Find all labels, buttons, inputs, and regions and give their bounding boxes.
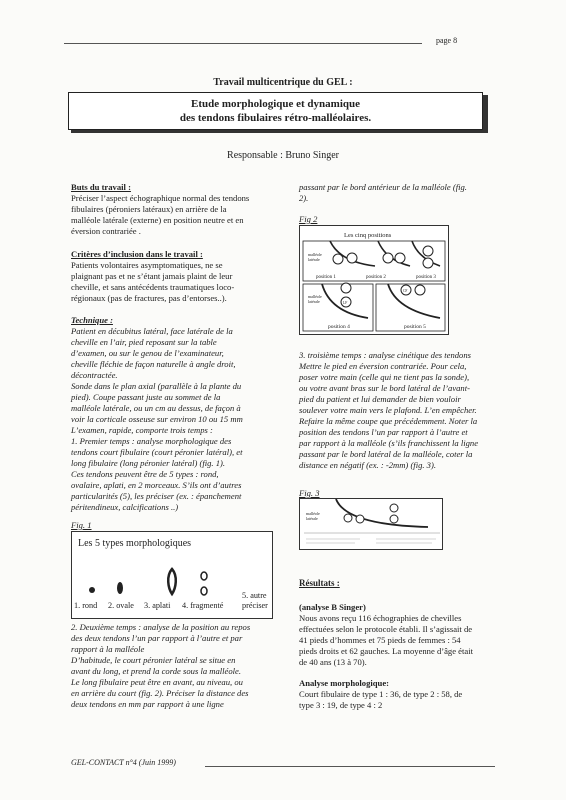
title-kicker: Travail multicentrique du GEL : — [213, 77, 353, 88]
criteres-line: régionaux (pas de fractures, pas d’entorses..). — [71, 293, 227, 303]
shape-oval — [117, 582, 123, 594]
third-step-line: ou votre avant bras sur le bord latéral de l’avant- — [299, 383, 470, 393]
second-step-line: Le long fibulaire peut être en avant, au niveau, ou — [71, 677, 243, 687]
technique-line: malléole latérale, ou un cm au dessus, de façon à — [71, 403, 241, 413]
morpho-line: Court fibulaire de type 1 : 36, de type 2 : 58, de — [299, 689, 463, 699]
criteres-heading: Critères d’inclusion dans le travail : — [71, 249, 203, 259]
criteres-line: cheville, et sans antécédents traumatiques loco- — [71, 282, 235, 292]
analyse-line: 41 pieds d’hommes et 75 pieds de femmes : 54 — [299, 635, 461, 645]
fig2-drawing — [300, 226, 448, 334]
tendon-circle — [423, 246, 433, 256]
tendon-circle — [415, 285, 425, 295]
fig1-label-3: 3. aplati — [144, 601, 171, 610]
figure-2 — [299, 225, 449, 335]
footer-label: GEL-CONTACT n°4 (Juin 1999) — [71, 758, 176, 767]
analyse-heading: (analyse B Singer) — [299, 602, 366, 612]
fig3-side-label-b: latérale — [306, 516, 318, 521]
fig2-position-3: position 3 — [416, 275, 436, 280]
fig1-label-5a: 5. autre — [242, 591, 267, 600]
fig2-tendon-cf: CF — [403, 289, 408, 293]
technique-line: Sonde dans le plan axial (parallèle à la plante du — [71, 381, 242, 391]
fig1-label-1: 1. rond — [74, 601, 98, 610]
buts-line: éversion contrariée . — [71, 226, 141, 236]
fig2-position-4: position 4 — [328, 324, 350, 330]
fig1-title: Les 5 types morphologiques — [78, 538, 192, 549]
technique-line: L’examen, rapide, comporte trois temps : — [71, 425, 213, 435]
analyse-line: Nous avons reçu 116 échographies de chevilles — [299, 613, 462, 623]
second-step-line: rapport à la malléole — [71, 644, 145, 654]
fig1-label-4: 4. fragmenté — [182, 601, 224, 610]
criteres-line: plaignant pas et ne s’étant jamais plaint de leur — [71, 271, 233, 281]
fig2-side-label-4b: latérale — [308, 299, 320, 304]
fig2-side-label-a: malléole — [308, 252, 322, 257]
fig1-drawing — [72, 532, 272, 618]
tendon-circle — [333, 254, 343, 264]
title-line-2: des tendons fibulaires rétro-malléolaires. — [179, 112, 372, 124]
technique-line: cheville fléchie de façon naturelle à angle droit, — [71, 359, 236, 369]
fig2-position-1: position 1 — [316, 275, 336, 280]
fig3-malleolus-arc — [336, 499, 428, 527]
shape-round — [89, 587, 95, 593]
tendon-circle — [383, 253, 393, 263]
third-step-line: 3. troisième temps : analyse cinétique des tendons — [299, 350, 471, 360]
technique-line: Ces tendons peuvent être de 5 types : rond, — [71, 469, 219, 479]
technique-line: péritendineux, calcifications ..) — [71, 502, 179, 512]
tendon-circle — [341, 283, 351, 293]
third-step-line: par rapport à la malléole (s’ils franchissent la ligne — [299, 438, 479, 448]
title-box — [68, 92, 483, 130]
technique-line: cheville en l’air, pied reposant sur la table — [71, 337, 217, 347]
malleolus-arc-5 — [388, 284, 440, 318]
buts-line: fibulaires (péroniers latéraux) en arrière de la — [71, 204, 227, 214]
third-step-line: pied du patient et lui demander de bien vouloir — [299, 394, 461, 404]
second-step-line: 2. Deuxième temps : analyse de la position au repos — [71, 622, 251, 632]
second-step-line: des deux tendons l’un par rapport à l’autre et par — [71, 633, 243, 643]
technique-line: long fibulaire (long péronier latéral) (fig. 1). — [71, 458, 226, 468]
technique-line: voir la corticale osseuse sur environ 10 ou 15 mm — [71, 414, 243, 424]
third-step-line: soulever votre main vers le plafond. L’en empêcher. — [299, 405, 477, 415]
shape-flat — [168, 569, 176, 594]
fig2-title: Les cinq positions — [344, 232, 392, 239]
second-step-line: D’habitude, le court péronier latéral se situe en — [71, 655, 236, 665]
fig3-caption: Fig. 3 — [299, 488, 320, 498]
buts-line: malléole latérale (externe) en position neutre et en — [71, 215, 244, 225]
tendon-circle — [347, 253, 357, 263]
fig1-label-5b: préciser — [242, 601, 268, 610]
morpho-line: type 3 : 19, de type 4 : 2 — [299, 700, 383, 710]
third-step-line: passant par le bord latéral de la malléole, coter la — [299, 449, 473, 459]
fig1-label-2: 2. ovale — [108, 601, 134, 610]
fig2-position-5: position 5 — [404, 324, 426, 330]
morpho-heading: Analyse morphologique: — [299, 678, 390, 688]
technique-line: pied). Coupe passant juste au sommet de la — [71, 392, 221, 402]
shape-fragment-top — [201, 572, 207, 580]
fig3-drawing — [300, 499, 442, 549]
fig2-side-label-b: latérale — [308, 257, 320, 262]
figure-3 — [299, 498, 443, 550]
analyse-line: pieds droits et 62 gauches. La moyenne d’âge était — [299, 646, 473, 656]
technique-line: décontractée. — [71, 370, 118, 380]
tendon-circle — [423, 258, 433, 268]
tendon-circle — [390, 515, 398, 523]
tendon-circle — [390, 504, 398, 512]
fig2-position-2: position 2 — [366, 275, 386, 280]
second-step-line: avant du long, et prend la corde sous la malléole. — [71, 666, 242, 676]
third-step-line: position des tendons l’un par rapport à l’autre et — [299, 427, 468, 437]
tendon-circle — [344, 514, 352, 522]
right-top-line: passant par le bord antérieur de la malléole (fig. — [299, 182, 467, 192]
third-step-line: poser votre main (celle qui ne tient pas la sonde), — [299, 372, 470, 382]
right-top-line: 2). — [299, 193, 309, 203]
technique-line: Patient en décubitus latéral, face latérale de la — [71, 326, 233, 336]
criteres-line: Patients volontaires asymptomatiques, ne se — [71, 260, 223, 270]
malleolus-arc-2 — [378, 241, 410, 266]
technique-line: particularités (5), les préciser (ex. : épanchement — [71, 491, 242, 501]
analyse-line: de 40 ans (13 à 70). — [299, 657, 367, 667]
fig3-side-label-a: malléole — [306, 511, 320, 516]
tendon-circle — [356, 515, 364, 523]
technique-line: d’examen, ou sur le genou de l’examinateur, — [71, 348, 224, 358]
shape-fragment-bottom — [201, 587, 207, 595]
technique-heading: Technique : — [71, 315, 113, 325]
second-step-line: deux tendons en mm par rapport à une ligne — [71, 699, 224, 709]
third-step-line: Mettre le pied en éversion contrariée. Pour cela, — [299, 361, 467, 371]
buts-line: Préciser l’aspect échographique normal des tendons — [71, 193, 250, 203]
technique-line: ovalaire, aplati, en 2 morceaux. S’ils ont d’autres — [71, 480, 242, 490]
analyse-line: effectuées selon le protocole établi. Il s’agissait de — [299, 624, 473, 634]
figure-1 — [71, 531, 273, 619]
footer-rule — [205, 766, 495, 767]
technique-line: 1. Premier temps : analyse morphologique des — [71, 436, 232, 446]
third-step-line: Refaire la même coupe que précédemment. Noter la — [299, 416, 478, 426]
fig2-tendon-lf: LF — [343, 301, 348, 305]
page-number: page 8 — [436, 36, 458, 45]
fig2-side-label-4a: malléole — [308, 294, 322, 299]
second-step-line: en arrière du court (fig. 2). Préciser la distance des — [71, 688, 249, 698]
responsable: Responsable : Bruno Singer — [227, 150, 339, 161]
header-rule — [64, 43, 422, 44]
resultats-heading: Résultats : — [299, 578, 340, 588]
tendon-circle — [395, 253, 405, 263]
fig1-caption: Fig. 1 — [71, 520, 92, 530]
third-step-line: distance en négatif (ex. : -2mm) (fig. 3). — [299, 460, 436, 470]
fig2-caption: Fig 2 — [299, 214, 318, 224]
title-line-1: Etude morphologique et dynamique — [191, 98, 360, 110]
technique-line: tendons court fibulaire (court péronier latéral), et — [71, 447, 243, 457]
buts-heading: Buts du travail : — [71, 182, 131, 192]
